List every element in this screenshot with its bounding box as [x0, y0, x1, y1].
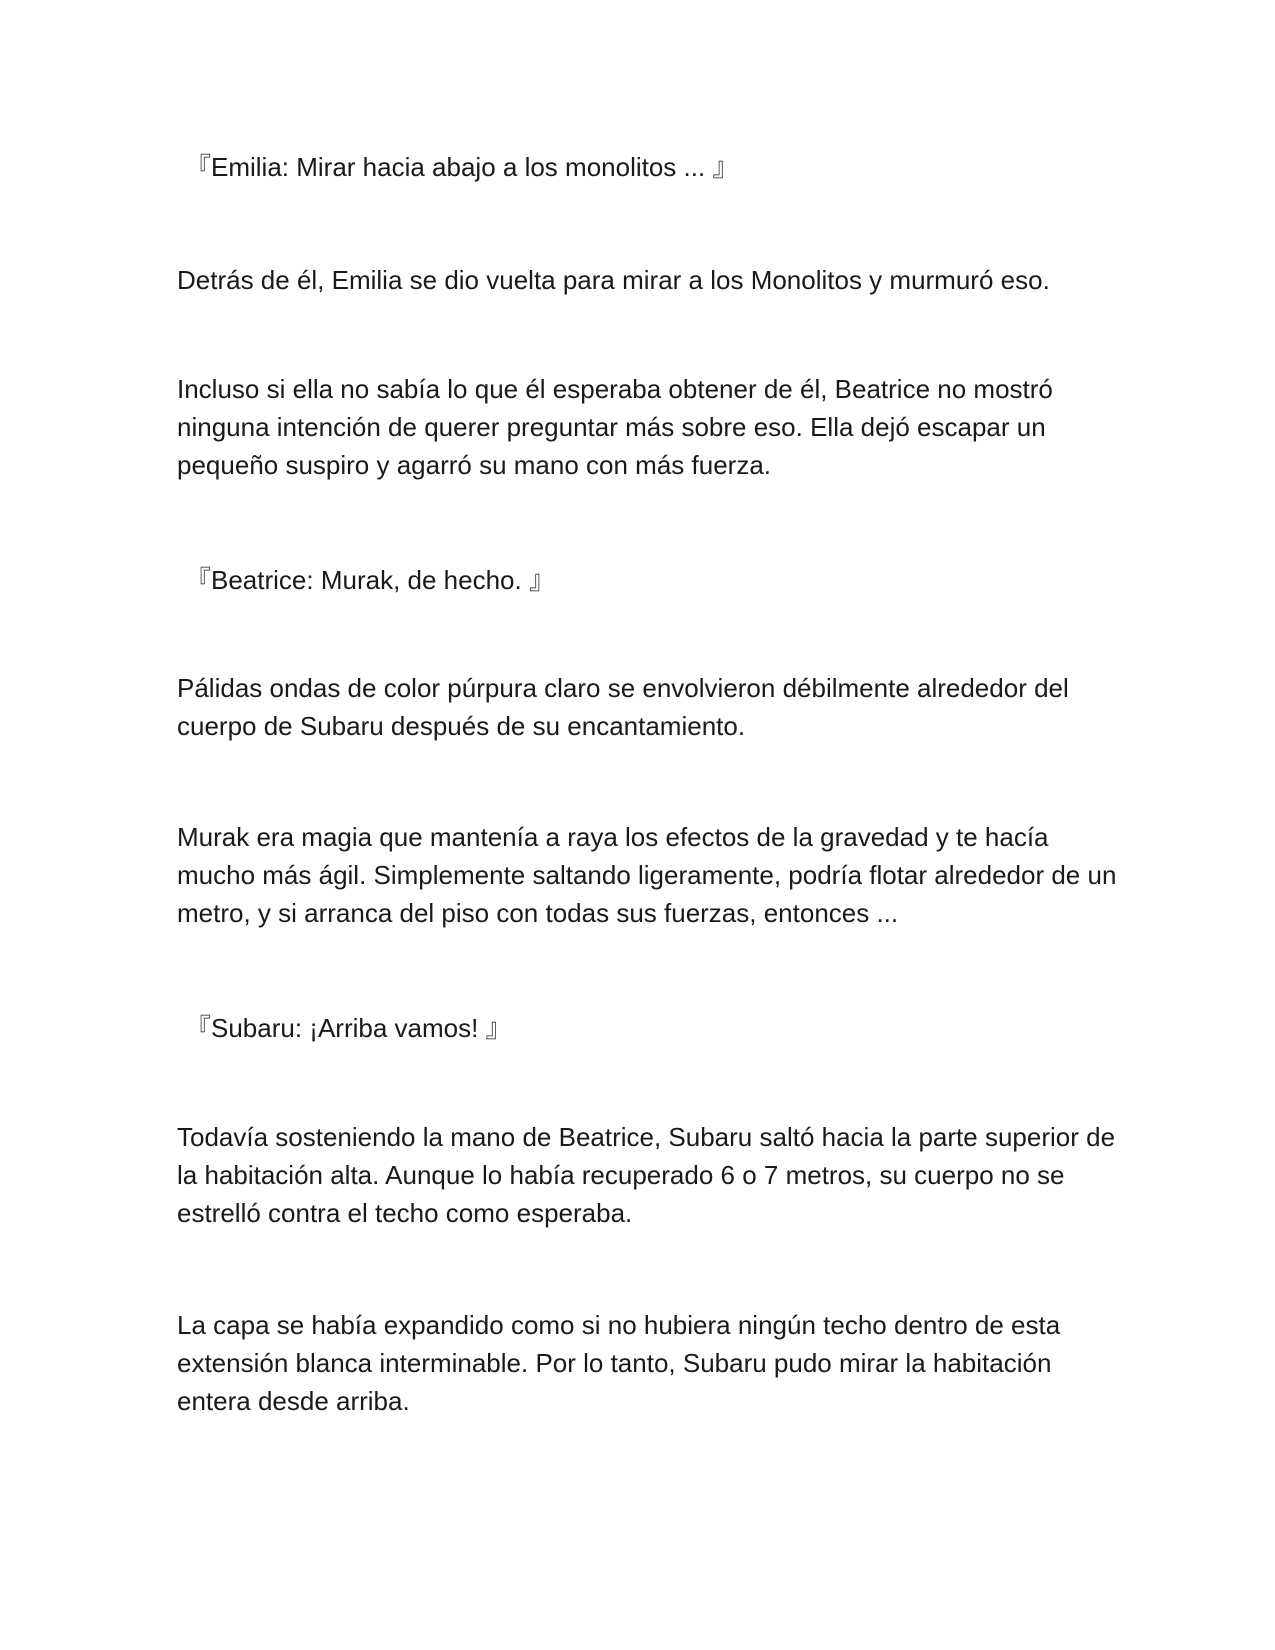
paragraph-5: Murak era magia que mantenía a raya los efectos de la gravedad y te hacía mucho más ágil. Simplemente saltando ligeramente, podría flotar alrededor de un metro, y si arranca del piso con todas sus fuerzas, entonces ... [177, 822, 1117, 928]
paragraph-4: Pálidas ondas de color púrpura claro se envolvieron débilmente alrededor del cuerpo de Subaru después de su encantamiento. [177, 673, 1069, 741]
dialogue-emilia: 『Emilia: Mirar hacia abajo a los monolitos ... 』 [185, 152, 739, 182]
paragraph-2: Incluso si ella no sabía lo que él esperaba obtener de él, Beatrice no mostró ninguna intención de querer preguntar más sobre eso. Ella dejó escapar un pequeño suspiro y agarró su mano con más fuerza. [177, 374, 1053, 480]
paragraph-7: Todavía sosteniendo la mano de Beatrice, Subaru saltó hacia la parte superior de la habitación alta. Aunque lo había recuperado 6 o 7 metros, su cuerpo no se estrelló contra el techo como esperaba. [177, 1122, 1116, 1228]
dialogue-subaru: 『Subaru: ¡Arriba vamos! 』 [185, 1013, 512, 1043]
dialogue-beatrice: 『Beatrice: Murak, de hecho. 』 [185, 565, 555, 595]
paragraph-1: Detrás de él, Emilia se dio vuelta para mirar a los Monolitos y murmuró eso. [177, 265, 1050, 295]
paragraph-8: La capa se había expandido como si no hubiera ningún techo dentro de esta extensión blanca interminable. Por lo tanto, Subaru pudo mirar la habitación entera desde arriba. [177, 1310, 1061, 1416]
